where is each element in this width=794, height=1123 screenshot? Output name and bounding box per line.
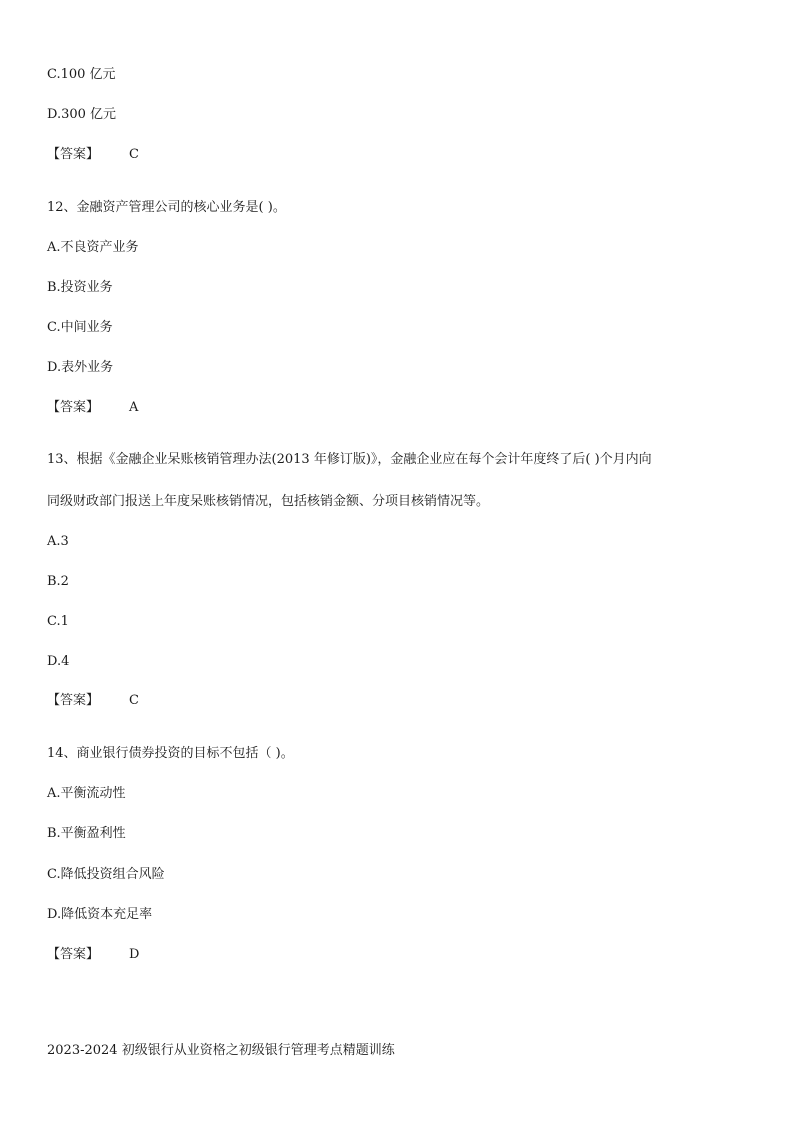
answer-value: C (129, 147, 139, 162)
q13-option-c: C.1 (47, 614, 69, 629)
q14-stem: 14、商业银行债券投资的目标不包括（ )。 (47, 746, 294, 761)
document-footer-title: 2023-2024 初级银行从业资格之初级银行管理考点精题训练 (47, 1043, 395, 1058)
answer-label: 【答案】 (47, 693, 100, 708)
answer-label: 【答案】 (47, 947, 100, 962)
answer-value: A (129, 400, 139, 415)
q14-option-b: B.平衡盈利性 (47, 826, 126, 841)
q12-option-d: D.表外业务 (47, 360, 114, 375)
q14-option-d: D.降低资本充足率 (47, 907, 153, 922)
q12-answer (47, 399, 138, 417)
q11-answer (47, 146, 139, 164)
q13-stem-line1: 13、根据《金融企业呆账核销管理办法(2013 年修订版)》，金融企业应在每个会计年度终了后( )个月内向 (47, 452, 652, 467)
q12-option-c: C.中间业务 (47, 320, 113, 335)
q14-option-c: C.降低投资组合风险 (47, 867, 165, 882)
q11-option-d: D.300 亿元 (47, 107, 117, 122)
q11-option-c: C.100 亿元 (47, 67, 116, 82)
q12-stem: 12、金融资产管理公司的核心业务是( )。 (47, 200, 286, 215)
answer-value: C (129, 693, 139, 708)
q14-option-a: A.平衡流动性 (47, 786, 126, 801)
q14-answer (47, 946, 139, 964)
q13-option-a: A.3 (47, 534, 69, 549)
answer-label: 【答案】 (47, 147, 100, 162)
answer-label: 【答案】 (47, 400, 100, 415)
q13-answer (47, 692, 139, 710)
q12-option-b: B.投资业务 (47, 280, 113, 295)
answer-value: D (129, 947, 140, 962)
q13-option-d: D.4 (47, 654, 70, 669)
q12-option-a: A.不良资产业务 (47, 240, 139, 255)
q13-option-b: B.2 (47, 574, 69, 589)
q13-stem-line2: 同级财政部门报送上年度呆账核销情况，包括核销金额、分项目核销情况等。 (47, 494, 490, 509)
